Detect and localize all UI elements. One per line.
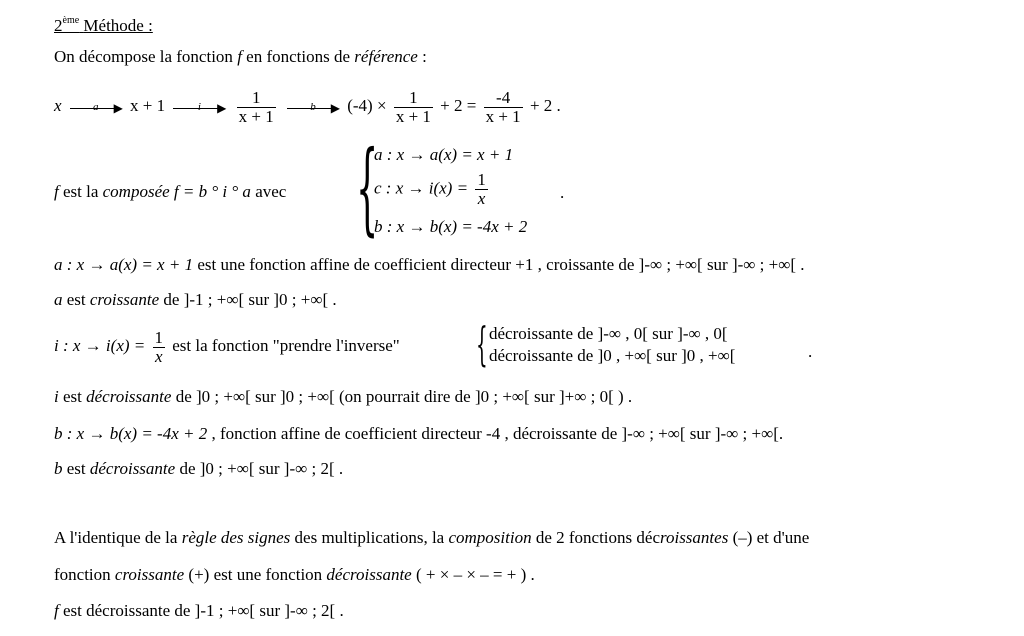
para1-dec: roissantes — [659, 528, 729, 547]
system-c-pre: c : x → i(x) = — [374, 178, 469, 198]
fraction3-num: -4 — [484, 89, 523, 108]
para2-mid: (+) est une fonction — [188, 565, 323, 584]
composee-line — [54, 182, 286, 202]
arrow-b-label: b — [310, 101, 316, 114]
intro-mid: en fonctions de — [246, 47, 351, 66]
fraction-den: x + 1 — [238, 106, 274, 126]
left-brace-icon-2: { — [476, 317, 488, 371]
composee-word: composée — [102, 182, 170, 201]
arrow-a-icon: a ▶ — [70, 97, 122, 117]
para1-pre: A l'identique de la — [54, 528, 178, 547]
composee-formula: f = b ° i ° a — [173, 182, 251, 201]
inverse-dec1: décroissante de ]-∞ , 0[ sur ]-∞ , 0[ — [489, 324, 728, 343]
chain-minus4: (-4) × — [347, 96, 387, 115]
line-i2-dec: décroissante — [86, 387, 172, 406]
line-i2 — [54, 387, 632, 407]
system-b: b : x → b(x) = -4x + 2 — [374, 217, 528, 236]
fraction-num: 1 — [237, 89, 276, 108]
conclusion-line — [54, 601, 344, 621]
composee-avec: avec — [255, 182, 287, 201]
line-a2-a: a — [54, 290, 63, 309]
line-b2-text: de ]0 ; +∞[ sur ]-∞ ; 2[ . — [179, 459, 344, 478]
paragraph-line-2 — [54, 565, 535, 585]
composee-est-la: est la — [62, 182, 99, 201]
arrow-a-label: a — [93, 101, 99, 114]
chain-x-plus-1: x + 1 — [130, 96, 166, 115]
para2-end: ( + × – × – = + ) . — [415, 565, 535, 584]
line-i2-i: i — [54, 387, 59, 406]
section-heading — [54, 11, 153, 36]
line-a2-text: de ]-1 ; +∞[ sur ]0 ; +∞[ . — [163, 290, 337, 309]
intro-end: : — [422, 47, 427, 66]
para2-croissante: croissante — [114, 565, 185, 584]
para1-mid2: de 2 fonctions déc — [535, 528, 660, 547]
heading-superscript: ème — [62, 15, 80, 26]
line-a2 — [54, 290, 337, 310]
intro-reference: référence — [354, 47, 418, 66]
line-b1 — [54, 424, 783, 444]
arrow-b-icon: b ▶ — [287, 97, 339, 117]
inverse-dec2: décroissante de ]0 , +∞[ sur ]0 , +∞[ — [489, 346, 736, 365]
heading-text: Méthode : — [83, 16, 153, 35]
para2-dec: décroissante — [326, 565, 412, 584]
line-a2-croissante: croissante — [89, 290, 160, 309]
line-b2-est: est — [66, 459, 86, 478]
para2-pre: fonction — [54, 565, 111, 584]
chain-end: + 2 . — [529, 96, 561, 115]
left-brace-icon: { — [356, 129, 379, 246]
line-i1-text: est la fonction "prendre l'inverse" — [172, 336, 400, 355]
intro-f: f — [237, 47, 242, 66]
fraction-inverse — [237, 89, 276, 126]
system-a: a : x → a(x) = x + 1 — [374, 145, 514, 164]
para1-composition: composition — [448, 528, 532, 547]
heading-number: 2 — [54, 16, 63, 35]
chain-x: x — [54, 96, 62, 115]
line-a1-func: a : x → a(x) = x + 1 — [54, 255, 194, 274]
line-i1-den: x — [154, 346, 163, 366]
line-i1-func: i : x → i(x) = — [54, 336, 146, 355]
line-i1-frac — [153, 329, 166, 366]
fraction3-den: x + 1 — [485, 106, 521, 126]
composee-f: f — [54, 182, 59, 201]
conclusion-text: est décroissante de ]-1 ; +∞[ sur ]-∞ ; 2[ . — [62, 601, 344, 620]
line-i1-num: 1 — [154, 327, 163, 347]
system-c-frac — [475, 171, 488, 208]
arrow-i-label: i — [197, 101, 201, 114]
line-a2-est: est — [66, 290, 86, 309]
line-b1-func: b : x → b(x) = -4x + 2 — [54, 424, 208, 443]
chain-plus2: + 2 = — [440, 96, 477, 115]
line-i2-est: est — [62, 387, 82, 406]
inverse-dot: . — [808, 342, 813, 361]
arrow-i-icon: i ▶ — [173, 97, 225, 117]
conclusion-f: f — [54, 601, 59, 620]
system-dot: . — [560, 183, 565, 202]
intro-line — [54, 47, 427, 67]
line-a1 — [54, 255, 805, 275]
paragraph-line-1 — [54, 528, 809, 548]
para1-mid: des multiplications, la — [294, 528, 445, 547]
line-i1 — [54, 328, 400, 366]
line-b2 — [54, 459, 343, 479]
line-b2-b: b — [54, 459, 63, 478]
line-a1-text: est une fonction affine de coefficient directeur +1 , croissante de ]-∞ ; +∞[ sur ]-∞ ; +∞[ . — [197, 255, 805, 274]
fraction2-num: 1 — [394, 89, 433, 108]
system-c — [374, 171, 491, 208]
line-i2-text: de ]0 ; +∞[ sur ]0 ; +∞[ (on pourrait dire de ]0 ; +∞[ sur ]+∞ ; 0[ ) . — [175, 387, 633, 406]
decomposition-chain — [54, 88, 561, 126]
system-c-num: 1 — [477, 170, 486, 189]
line-b2-dec: décroissante — [89, 459, 176, 478]
para1-regle: règle des signes — [181, 528, 291, 547]
fraction2-den: x + 1 — [395, 106, 431, 126]
para1-end: (–) et d'une — [732, 528, 810, 547]
system-c-den: x — [477, 189, 486, 208]
fraction-3 — [484, 89, 523, 126]
line-b1-text: , fonction affine de coefficient directeur -4 , décroissante de ]-∞ ; +∞[ sur ]-∞ ; +∞[. — [211, 424, 784, 443]
fraction-2 — [394, 89, 433, 126]
intro-pre: On décompose la fonction — [54, 47, 233, 66]
